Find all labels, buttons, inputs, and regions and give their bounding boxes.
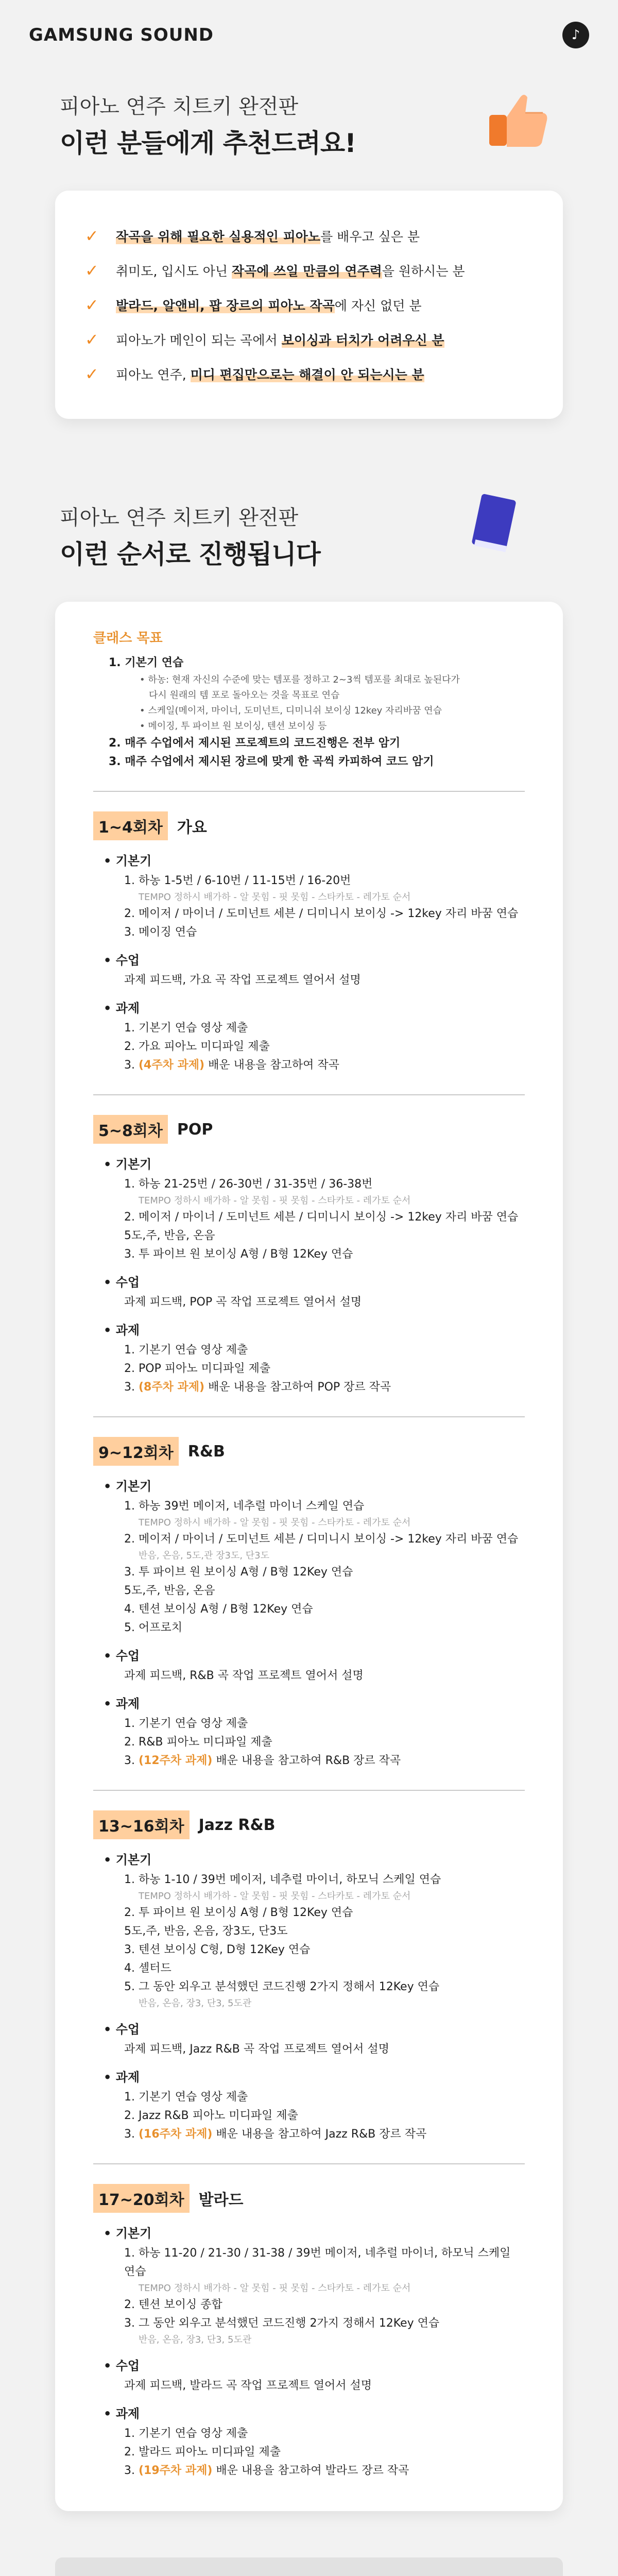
homework-label: • 과제 — [104, 2070, 140, 2084]
homework-item: 2. POP 피아노 미디파일 제출 — [124, 1362, 271, 1375]
goal-line: 3. 매주 수업에서 제시된 장르에 맞게 한 곡씩 카피하여 코드 암기 — [109, 755, 434, 768]
basics-note: TEMPO 정하시 배가하 - 알 못힘 - 핏 못힘 - 스타카토 - 레가토 순서 — [139, 1891, 411, 1902]
divider — [93, 1790, 525, 1791]
check-icon: ✓ — [85, 226, 99, 246]
basics-label: • 기본기 — [104, 1853, 152, 1867]
basics-item: 5. 그 동안 외우고 분석했던 코드진행 2가지 정해서 12Key 연습 — [124, 1980, 440, 1993]
homework-item: 2. 발라드 피아노 미디파일 제출 — [124, 2446, 281, 2459]
homework-label: • 과제 — [104, 2406, 140, 2421]
recommend-text-highlight: 보이싱과 터치가 어려우신 분 — [281, 332, 444, 348]
recommend-text-highlight: 작곡을 위해 필요한 실용적인 피아노 — [116, 229, 321, 244]
recommend-text — [116, 330, 444, 349]
week-header — [93, 1437, 525, 1466]
homework-deadline: (16주차 과제) — [138, 2128, 213, 2141]
class-desc: 과제 피드백, Jazz R&B 곡 작업 프로젝트 열어서 설명 — [124, 2043, 389, 2056]
homework-item — [93, 2125, 525, 2144]
basics-note: 반음, 온음, 장3, 단3, 5도관 — [139, 2334, 252, 2345]
basics-item: 1. 하농 21-25번 / 26-30번 / 31-35번 / 36-38번 — [124, 1178, 373, 1191]
homework-label: • 과제 — [104, 1323, 140, 1337]
divider — [93, 1416, 525, 1417]
basics-note: 반음, 온음, 5도,관 장3도, 단3도 — [139, 1550, 270, 1561]
week-list — [93, 791, 525, 2480]
recommend-text-post: 를 배우고 싶은 분 — [320, 229, 420, 244]
recommend-text-highlight: 작곡에 쓰일 만큼의 연주력 — [232, 263, 382, 279]
homework-item — [93, 1056, 525, 1075]
homework-label: • 과제 — [104, 1001, 140, 1015]
homework-post: 배운 내용을 참고하여 작곡 — [204, 1059, 339, 1072]
basics-note: TEMPO 정하시 배가하 - 알 못힘 - 핏 못힘 - 스타카토 - 레가토 순서 — [139, 892, 411, 903]
recommend-card — [55, 191, 563, 419]
curriculum-kicker: 피아노 연주 치트키 완전판 — [60, 506, 299, 530]
homework-post: 배운 내용을 참고하여 Jazz R&B 장르 작곡 — [212, 2128, 427, 2141]
goal-sub: • 메이징, 투 파이브 원 보이싱, 텐션 보이싱 등 — [140, 721, 327, 732]
recommend-item — [85, 287, 533, 322]
goal-sub: • 하농: 현재 자신의 수준에 맞는 템포를 정하고 2~3씩 템포를 최대로 높된다가 — [140, 674, 460, 685]
basics-note: TEMPO 정하시 배가하 - 알 못힘 - 핏 못힘 - 스타카토 - 레가토 순서 — [139, 2283, 411, 2294]
basics-item: 2. 투 파이브 원 보이싱 A형 / B형 12Key 연습 — [124, 1906, 353, 1919]
recommend-text-post: 을 원하시는 분 — [382, 263, 465, 279]
divider — [93, 791, 525, 792]
recommend-text-pre: 피아노가 메인이 되는 곡에서 — [116, 332, 282, 348]
basics-item: 2. 메이저 / 마이너 / 도미넌트 세븐 / 디미니시 보이싱 -> 12key 자리 바꿈 연습 — [124, 1533, 519, 1546]
basics-item: 2. 텐션 보이싱 종합 — [124, 2298, 222, 2311]
week-genre: POP — [177, 1120, 213, 1139]
goal-title: 클래스 목표 — [93, 631, 163, 646]
basics-item: 3. 메이징 연습 — [124, 926, 197, 939]
basics-item: 5. 어프로치 — [124, 1621, 182, 1634]
homework-deadline: (12주차 과제) — [138, 1754, 213, 1767]
recommend-text-highlight: 미디 편집만으로는 해결이 안 되는시는 분 — [190, 367, 424, 382]
homework-deadline: (4주차 과제) — [138, 1059, 205, 1072]
basics-item: 3. 투 파이브 원 보이싱 A형 / B형 12Key 연습 — [124, 1566, 353, 1579]
class-label: • 수업 — [104, 1275, 140, 1290]
recommend-kicker: 피아노 연주 치트키 완전판 — [60, 95, 299, 118]
week-tag: 13~16회차 — [93, 1810, 190, 1839]
class-desc: 과제 피드백, 가요 곡 작업 프로젝트 열어서 설명 — [124, 974, 361, 987]
class-desc: 과제 피드백, 발라드 곡 작업 프로젝트 열어서 설명 — [124, 2379, 372, 2392]
check-icon: ✓ — [85, 295, 99, 315]
basics-note: TEMPO 정하시 배가하 - 알 못힘 - 핏 못힘 - 스타카토 - 레가토 순서 — [139, 1195, 411, 1206]
basics-item: 4. 텐션 보이싱 A형 / B형 12Key 연습 — [124, 1603, 313, 1616]
homework-item: 1. 기본기 연습 영상 제출 — [124, 1717, 248, 1730]
goal-sub: 다시 원래의 템 포로 돌아오는 것을 목표로 연습 — [149, 690, 340, 701]
recommend-text — [116, 296, 422, 314]
basics-item: 1. 하농 1-10 / 39번 메이저, 네추럴 마이너, 하모닉 스케일 연습 — [124, 1873, 441, 1886]
homework-post: 배운 내용을 참고하여 발라드 장르 작곡 — [212, 2464, 409, 2477]
recommend-header — [0, 90, 618, 160]
curriculum-headline: 이런 순서로 진행됩니다 — [60, 539, 320, 569]
week-header — [93, 1115, 525, 1144]
recommend-text-pre: 피아노 연주, — [116, 367, 191, 382]
recommend-text — [116, 227, 420, 245]
week-genre: R&B — [187, 1442, 225, 1461]
class-desc: 과제 피드백, POP 곡 작업 프로젝트 열어서 설명 — [124, 1296, 362, 1309]
homework-item: 1. 기본기 연습 영상 제출 — [124, 1022, 248, 1035]
recommend-text — [116, 261, 465, 280]
recommend-item — [85, 357, 533, 391]
recommend-headline: 이런 분들에게 추천드려요! — [60, 128, 356, 158]
homework-item — [93, 2462, 525, 2480]
homework-item: 1. 기본기 연습 영상 제출 — [124, 1344, 248, 1357]
basics-note: 반음, 온음, 장3, 단3, 5도관 — [139, 1998, 252, 2009]
week-tag: 1~4회차 — [93, 811, 168, 840]
week-tag: 9~12회차 — [93, 1437, 179, 1466]
book-icon — [471, 494, 518, 555]
goal-sub: • 스케일(메이저, 마이너, 도미넌트, 디미니쉬 보이싱 12key 자리바꿈 연습 — [140, 705, 442, 716]
notice-box — [55, 2557, 563, 2576]
basics-item: 2. 메이저 / 마이너 / 도미넌트 세븐 / 디미니시 보이싱 -> 12key 자리 바꿈 연습 — [124, 1211, 519, 1224]
recommend-text — [116, 365, 424, 383]
basics-label: • 기본기 — [104, 854, 152, 868]
homework-item: 2. Jazz R&B 피아노 미디파일 제출 — [124, 2109, 298, 2122]
week-tag: 5~8회차 — [93, 1115, 168, 1144]
basics-item: 4. 셸터드 — [124, 1962, 171, 1975]
recommend-item — [85, 322, 533, 357]
basics-item: 3. 그 동안 외우고 분석했던 코드진행 2가지 정해서 12Key 연습 — [124, 2317, 440, 2330]
basics-item: 5도,주, 반음, 온음, 장3도, 단3도 — [124, 1925, 288, 1938]
homework-item: 2. R&B 피아노 미디파일 제출 — [124, 1736, 272, 1749]
recommend-text-post: 에 자신 없던 분 — [334, 298, 422, 313]
class-label: • 수업 — [104, 2359, 140, 2373]
homework-label: • 과제 — [104, 1697, 140, 1711]
basics-note: TEMPO 정하시 배가하 - 알 못힘 - 핏 못힘 - 스타카토 - 레가토 순서 — [139, 1517, 411, 1528]
homework-item: 2. 가요 피아노 미디파일 제출 — [124, 1040, 270, 1053]
thumbs-up-icon — [479, 85, 551, 152]
homework-item: 1. 기본기 연습 영상 제출 — [124, 2427, 248, 2440]
basics-item: 5도,주, 반음, 온음 — [124, 1584, 215, 1597]
homework-item — [93, 1752, 525, 1770]
homework-item — [93, 1378, 525, 1397]
homework-post: 배운 내용을 참고하여 POP 장르 작곡 — [204, 1381, 391, 1394]
homework-post: 배운 내용을 참고하여 R&B 장르 작곡 — [212, 1754, 401, 1767]
basics-label: • 기본기 — [104, 1479, 152, 1494]
homework-pre: 3. — [124, 2128, 139, 2141]
goal-line: 2. 매주 수업에서 제시된 프로젝트의 코드진행은 전부 암기 — [109, 737, 401, 750]
class-label: • 수업 — [104, 1649, 140, 1663]
basics-item: 1. 하농 1-5번 / 6-10번 / 11-15번 / 16-20번 — [124, 874, 351, 887]
basics-item: 3. 텐션 보이싱 C형, D형 12Key 연습 — [124, 1943, 311, 1956]
check-icon: ✓ — [85, 260, 99, 280]
basics-label: • 기본기 — [104, 1157, 152, 1172]
brand-logo[interactable]: GAMSUNG SOUND — [29, 24, 214, 45]
check-icon: ✓ — [85, 364, 99, 384]
week-header — [93, 811, 525, 840]
curriculum-header — [0, 501, 618, 571]
curriculum-card — [55, 602, 563, 2511]
basics-item: 2. 메이저 / 마이너 / 도미넌트 세븐 / 디미니시 보이싱 -> 12key 자리 바꿈 연습 — [124, 907, 519, 920]
homework-item: 1. 기본기 연습 영상 제출 — [124, 2091, 248, 2104]
goal-line: 1. 기본기 연습 — [109, 656, 184, 669]
basics-label: • 기본기 — [104, 2226, 152, 2241]
homework-deadline: (19주차 과제) — [138, 2464, 213, 2477]
week-header — [93, 1810, 525, 1839]
recommend-text-highlight: 발라드, 알앤비, 팝 장르의 피아노 작곡 — [116, 298, 335, 313]
recommend-text-pre: 취미도, 입시도 아닌 — [116, 263, 232, 279]
recommend-item — [85, 253, 533, 287]
homework-pre: 3. — [124, 2464, 139, 2477]
divider — [93, 1094, 525, 1095]
recommend-item — [85, 218, 533, 253]
basics-item: 1. 하농 39번 메이저, 네추럴 마이너 스케일 연습 — [124, 1500, 365, 1513]
music-note-icon[interactable]: ♪ — [562, 22, 589, 48]
homework-pre: 3. — [124, 1754, 139, 1767]
week-genre: 발라드 — [198, 2191, 244, 2209]
homework-pre: 3. — [124, 1059, 139, 1072]
basics-item: 3. 투 파이브 원 보이싱 A형 / B형 12Key 연습 — [124, 1248, 353, 1261]
week-tag: 17~20회차 — [93, 2184, 190, 2213]
basics-item: 5도,주, 반음, 온음 — [124, 1229, 215, 1242]
homework-deadline: (8주차 과제) — [138, 1381, 205, 1394]
class-label: • 수업 — [104, 2022, 140, 2037]
week-genre: Jazz R&B — [198, 1816, 276, 1834]
class-label: • 수업 — [104, 953, 140, 968]
homework-pre: 3. — [124, 1381, 139, 1394]
top-bar — [0, 0, 618, 70]
divider — [93, 2163, 525, 2164]
basics-item: 1. 하농 11-20 / 21-30 / 31-38 / 39번 메이저, 네추럴 마이너, 하모닉 스케일 연습 — [124, 2247, 511, 2278]
check-icon: ✓ — [85, 329, 99, 349]
week-header — [93, 2184, 525, 2213]
class-desc: 과제 피드백, R&B 곡 작업 프로젝트 열어서 설명 — [124, 1669, 364, 1682]
week-genre: 가요 — [177, 819, 207, 837]
